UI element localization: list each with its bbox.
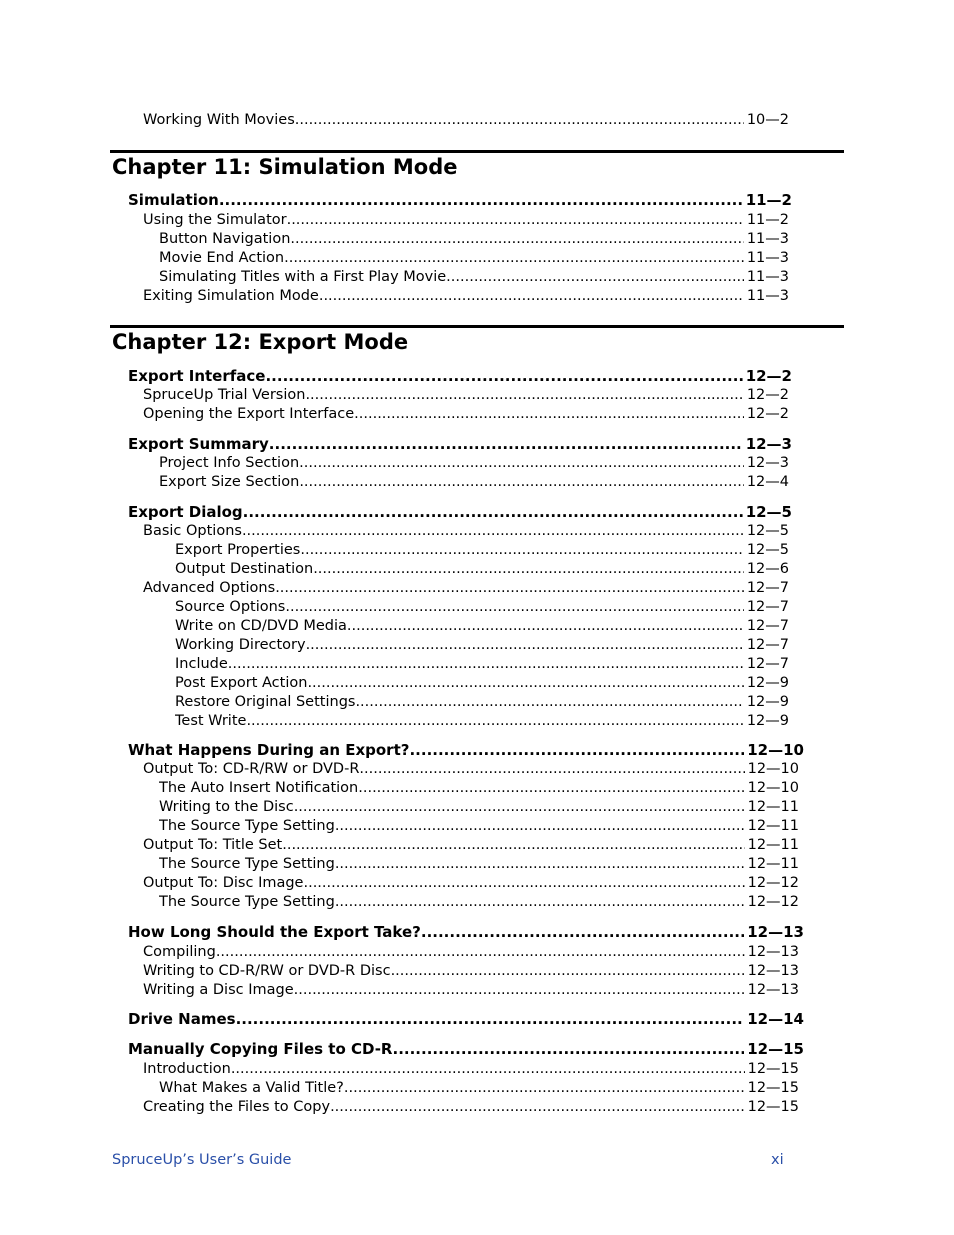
dot-leader — [216, 944, 745, 960]
dot-leader — [303, 875, 744, 891]
toc-entry-page: 12—11 — [747, 799, 799, 815]
dot-leader — [335, 856, 745, 872]
toc-entry-label: Creating the Files to Copy — [143, 1099, 331, 1115]
dot-leader — [306, 637, 744, 653]
dot-leader — [269, 435, 743, 453]
chapter-rule — [110, 150, 844, 153]
toc-entry-label: The Auto Insert Notification — [159, 780, 359, 796]
dot-leader — [290, 231, 743, 247]
toc-entry-page: 12—5 — [746, 542, 789, 558]
toc-entry-page: 11—2 — [746, 212, 789, 228]
toc-entry-page: 11—3 — [746, 231, 789, 247]
toc-entry-label: Movie End Action — [159, 250, 285, 266]
toc-entry-label: Compiling — [143, 944, 216, 960]
dot-leader — [393, 1040, 745, 1058]
toc-entry — [143, 761, 799, 777]
toc-entry-page: 12—4 — [746, 474, 789, 490]
toc-entry-label: Simulation — [128, 191, 219, 209]
dot-leader — [421, 923, 744, 941]
toc-entry-page: 12—3 — [745, 435, 792, 453]
toc-entry — [143, 837, 799, 853]
toc-entry — [143, 1061, 799, 1077]
toc-entry-label: Exiting Simulation Mode — [143, 288, 319, 304]
toc-entry — [128, 741, 804, 759]
toc-entry-label: The Source Type Setting — [159, 856, 335, 872]
toc-entry — [143, 580, 789, 596]
toc-entry-page: 12—11 — [747, 818, 799, 834]
toc-entry-label: Output To: Title Set — [143, 837, 283, 853]
toc-entry — [159, 269, 789, 285]
toc-entry — [143, 387, 789, 403]
toc-entry — [175, 637, 789, 653]
toc-entry-label: Button Navigation — [159, 231, 291, 247]
toc-entry-page: 12—7 — [746, 618, 789, 634]
toc-entry-page: 12—13 — [747, 944, 799, 960]
dot-leader — [359, 761, 744, 777]
toc-entry-label: Export Size Section — [159, 474, 300, 490]
dot-leader — [231, 1061, 745, 1077]
toc-entry-label: The Source Type Setting — [159, 818, 335, 834]
toc-entry-label: Output To: Disc Image — [143, 875, 304, 891]
toc-entry-page: 12—2 — [745, 367, 792, 385]
toc-entry — [128, 435, 792, 453]
toc-entry-page: 12—9 — [746, 694, 789, 710]
toc-entry — [175, 542, 789, 558]
chapter-rule — [110, 325, 844, 328]
toc-entry-label: Export Interface — [128, 367, 266, 385]
toc-entry — [128, 367, 792, 385]
toc-entry-page: 12—7 — [746, 637, 789, 653]
toc-entry-label: Writing to the Disc — [159, 799, 294, 815]
toc-entry — [159, 1080, 799, 1096]
toc-entry-label: Writing to CD-R/RW or DVD-R Disc — [143, 963, 391, 979]
dot-leader — [299, 455, 744, 471]
toc-entry — [175, 618, 789, 634]
toc-entry-label: Opening the Export Interface — [143, 406, 355, 422]
dot-leader — [294, 799, 745, 815]
dot-leader — [228, 656, 744, 672]
toc-entry-page: 12—2 — [746, 387, 789, 403]
toc-entry-page: 12—12 — [747, 875, 799, 891]
toc-entry-label: The Source Type Setting — [159, 894, 335, 910]
toc-entry — [143, 523, 789, 539]
toc-entry-label: Include — [175, 656, 228, 672]
footer-guide-title: SpruceUp’s User’s Guide — [112, 1152, 292, 1168]
toc-entry-label: SpruceUp Trial Version — [143, 387, 306, 403]
toc-entry-page: 12—15 — [747, 1040, 804, 1058]
toc-entry-label: Advanced Options — [143, 580, 276, 596]
dot-leader — [246, 713, 743, 729]
toc-entry-page: 12—15 — [747, 1061, 799, 1077]
toc-entry-label: What Makes a Valid Title? — [159, 1080, 344, 1096]
toc-entry-page: 12—12 — [747, 894, 799, 910]
toc-entry-page: 12—13 — [747, 923, 804, 941]
dot-leader — [446, 269, 744, 285]
toc-entry-page: 11—2 — [745, 191, 792, 209]
dot-leader — [354, 406, 744, 422]
toc-entry-page: 11—3 — [746, 250, 789, 266]
dot-leader — [335, 894, 745, 910]
toc-entry-label: Output To: CD-R/RW or DVD-R — [143, 761, 360, 777]
toc-entry — [159, 818, 799, 834]
toc-entry-page: 12—7 — [746, 580, 789, 596]
toc-entry — [128, 191, 792, 209]
dot-leader — [307, 675, 743, 691]
toc-entry-page: 12—7 — [746, 599, 789, 615]
dot-leader — [313, 561, 744, 577]
toc-entry — [175, 675, 789, 691]
toc-entry-page: 12—14 — [747, 1010, 804, 1028]
toc-entry — [143, 963, 799, 979]
toc-entry — [128, 923, 804, 941]
toc-entry-label: Test Write — [175, 713, 247, 729]
toc-entry-page: 11—3 — [746, 269, 789, 285]
toc-entry-label: Write on CD/DVD Media — [175, 618, 347, 634]
dot-leader — [330, 1099, 745, 1115]
dot-leader — [287, 212, 744, 228]
toc-entry — [159, 856, 799, 872]
toc-entry — [143, 875, 799, 891]
dot-leader — [347, 618, 744, 634]
toc-entry-page: 12—10 — [747, 761, 799, 777]
toc-entry-page: 12—10 — [747, 741, 804, 759]
toc-entry — [159, 780, 799, 796]
toc-entry — [159, 250, 789, 266]
toc-entry — [143, 944, 799, 960]
toc-entry-page: 12—13 — [747, 982, 799, 998]
dot-leader — [243, 503, 743, 521]
toc-entry-label: Simulating Titles with a First Play Movie — [159, 269, 447, 285]
toc-entry-label: Writing a Disc Image — [143, 982, 294, 998]
toc-entry — [143, 288, 789, 304]
toc-entry-page: 12—10 — [747, 780, 799, 796]
dot-leader — [275, 580, 744, 596]
footer-page-number: xi — [771, 1152, 784, 1168]
toc-entry-page: 12—3 — [746, 455, 789, 471]
toc-entry-label: Post Export Action — [175, 675, 308, 691]
dot-leader — [319, 288, 744, 304]
toc-entry — [159, 474, 789, 490]
toc-entry-label: Working With Movies — [143, 112, 295, 128]
toc-entry-label: Manually Copying Files to CD-R — [128, 1040, 393, 1058]
toc-entry-page: 12—7 — [746, 656, 789, 672]
toc-entry — [143, 982, 799, 998]
toc-entry-page: 12—11 — [747, 837, 799, 853]
toc-entry-page: 12—2 — [746, 406, 789, 422]
toc-entry — [128, 1040, 804, 1058]
toc-entry-label: Source Options — [175, 599, 286, 615]
dot-leader — [344, 1080, 745, 1096]
toc-entry — [175, 713, 789, 729]
dot-leader — [299, 474, 743, 490]
toc-entry-page: 11—3 — [746, 288, 789, 304]
toc-entry-label: Restore Original Settings — [175, 694, 356, 710]
toc-entry — [143, 1099, 799, 1115]
toc-entry-page: 12—15 — [747, 1080, 799, 1096]
toc-entry-label: What Happens During an Export? — [128, 741, 410, 759]
dot-leader — [265, 367, 742, 385]
toc-entry — [159, 231, 789, 247]
toc-entry-page: 12—5 — [745, 503, 792, 521]
dot-leader — [391, 963, 745, 979]
toc-entry — [159, 455, 789, 471]
toc-entry-label: Basic Options — [143, 523, 242, 539]
toc-entry-label: How Long Should the Export Take? — [128, 923, 421, 941]
dot-leader — [335, 818, 745, 834]
chapter-title: Chapter 12: Export Mode — [112, 330, 409, 354]
dot-leader — [305, 387, 743, 403]
toc-entry-page: 10—2 — [746, 112, 789, 128]
toc-entry — [159, 799, 799, 815]
toc-entry-page: 12—6 — [746, 561, 789, 577]
dot-leader — [300, 542, 743, 558]
chapter-title: Chapter 11: Simulation Mode — [112, 155, 458, 179]
toc-entry-page: 12—15 — [747, 1099, 799, 1115]
dot-leader — [355, 694, 743, 710]
toc-entry — [159, 894, 799, 910]
toc-entry-label: Introduction — [143, 1061, 231, 1077]
toc-entry — [143, 212, 789, 228]
toc-entry-label: Project Info Section — [159, 455, 300, 471]
toc-entry-page: 12—13 — [747, 963, 799, 979]
toc-entry-page: 12—5 — [746, 523, 789, 539]
toc-entry — [128, 503, 792, 521]
toc-entry — [175, 656, 789, 672]
toc-entry-page: 12—9 — [746, 675, 789, 691]
toc-entry — [175, 561, 789, 577]
toc-entry-label: Export Dialog — [128, 503, 243, 521]
dot-leader — [358, 780, 744, 796]
dot-leader — [285, 599, 743, 615]
toc-entry — [143, 112, 789, 128]
dot-leader — [295, 112, 744, 128]
dot-leader — [242, 523, 744, 539]
dot-leader — [219, 191, 743, 209]
toc-entry-page: 12—11 — [747, 856, 799, 872]
toc-entry-label: Export Summary — [128, 435, 269, 453]
dot-leader — [282, 837, 744, 853]
toc-entry-label: Drive Names — [128, 1010, 236, 1028]
dot-leader — [284, 250, 744, 266]
toc-entry — [128, 1010, 804, 1028]
dot-leader — [294, 982, 745, 998]
toc-entry — [143, 406, 789, 422]
toc-entry-page: 12—9 — [746, 713, 789, 729]
dot-leader — [236, 1010, 745, 1028]
toc-entry — [175, 599, 789, 615]
toc-entry-label: Output Destination — [175, 561, 314, 577]
toc-entry — [175, 694, 789, 710]
toc-entry-label: Export Properties — [175, 542, 301, 558]
dot-leader — [409, 741, 744, 759]
toc-entry-label: Using the Simulator — [143, 212, 287, 228]
toc-entry-label: Working Directory — [175, 637, 306, 653]
